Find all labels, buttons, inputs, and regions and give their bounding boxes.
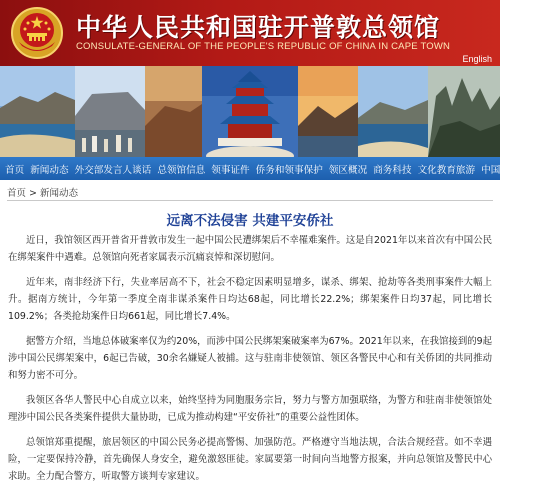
breadcrumb-separator: > bbox=[29, 188, 38, 199]
site-header bbox=[0, 0, 500, 66]
breadcrumb-home-link[interactable]: 首页 bbox=[7, 188, 27, 199]
banner-photo-bay bbox=[358, 66, 428, 157]
nav-item-culture-education-tourism[interactable]: 文化教育旅游 bbox=[417, 164, 476, 176]
article-paragraph: 近日，我馆领区西开普省开普敦市发生一起中国公民遭绑架后不幸罹难案件。这是自2021年以来首次有中国公民在绑架案件中遇难。总领馆向死者家属表示沉痛哀悼和深切慰问。 bbox=[8, 235, 492, 263]
national-emblem-icon[interactable] bbox=[10, 6, 64, 60]
banner-photo-strip bbox=[0, 66, 500, 157]
article-paragraph: 据警方介绍，当地总体破案率仅为约20%，而涉中国公民绑架案破案率为67%。2021年以来，在我馆接到的9起涉中国公民绑架案中，6起已告破，30余名嫌疑人被捕。这与驻南非使领馆、领区各警民中心和有关侨团的共同推动和努力密不可分。 bbox=[8, 336, 492, 381]
site-title-en: CONSULATE-GENERAL OF THE PEOPLE'S REPUBLIC OF CHINA IN CAPE TOWN bbox=[76, 41, 451, 52]
nav-item-home[interactable]: 首页 bbox=[5, 164, 25, 176]
breadcrumb bbox=[7, 185, 78, 199]
banner-photo-coastline bbox=[0, 66, 75, 157]
site-title-cn[interactable]: 中华人民共和国驻开普敦总领馆 bbox=[76, 13, 441, 42]
nav-item-consulate-info[interactable]: 总领馆信息 bbox=[157, 164, 206, 176]
breadcrumb-divider bbox=[7, 200, 493, 201]
nav-item-commerce-tech[interactable]: 商务科技 bbox=[373, 164, 412, 176]
article-paragraph: 近年来，南非经济下行，失业率居高不下，社会不稳定因素明显增多，谋杀、绑架、抢劫等各类刑事案件大幅上升。据南方统计，今年第一季度全南非谋杀案件日均达68起，同比增长22.2%；绑架案件日均37起，同比增长109.2%；各类抢劫案件日均661起，同比增长7.4%。 bbox=[8, 277, 492, 322]
banner-photo-red-rock bbox=[145, 66, 202, 157]
english-language-link[interactable]: English bbox=[462, 54, 492, 64]
nav-item-overseas-chinese-protection[interactable]: 侨务和领事保护 bbox=[255, 164, 323, 176]
banner-photo-table-mountain bbox=[75, 66, 145, 157]
banner-photo-temple-of-heaven bbox=[202, 66, 298, 166]
banner-photo-sunset bbox=[298, 66, 358, 157]
nav-item-news[interactable]: 新闻动态 bbox=[30, 164, 69, 176]
breadcrumb-current-link[interactable]: 新闻动态 bbox=[40, 188, 79, 199]
article-paragraph: 我领区各华人警民中心自成立以来，始终坚持为同胞服务宗旨，努力与警方加强联络，为警方和驻南非使领馆处理涉中国公民各类案件提供大量协助，已成为推动构建“平安侨社”的重要公益性团体。 bbox=[8, 395, 492, 423]
banner-photo-karst-peaks bbox=[428, 66, 500, 157]
nav-item-consular-documents[interactable]: 领事证件 bbox=[211, 164, 250, 176]
article-paragraph: 总领馆郑重提醒，旅居领区的中国公民务必提高警惕、加强防范。严格遵守当地法规，合法合规经营。如不幸遇险，一定要保持冷静，首先确保人身安全，避免激怒匪徒。家属要第一时间向当地警方报案，并向总领馆及警民中心求助。全力配合警方，听取警方谈判专家建议。 bbox=[8, 437, 492, 482]
article-title: 远离不法侵害 共建平安侨社 bbox=[166, 213, 334, 229]
nav-item-district-overview[interactable]: 领区概况 bbox=[328, 164, 368, 176]
nav-item-belt-and-road[interactable]: 中国一带一路网 bbox=[481, 164, 549, 176]
main-nav bbox=[0, 157, 549, 180]
article-body bbox=[8, 232, 492, 493]
nav-item-mfa-spokesperson[interactable]: 外交部发言人谈话 bbox=[74, 164, 152, 176]
